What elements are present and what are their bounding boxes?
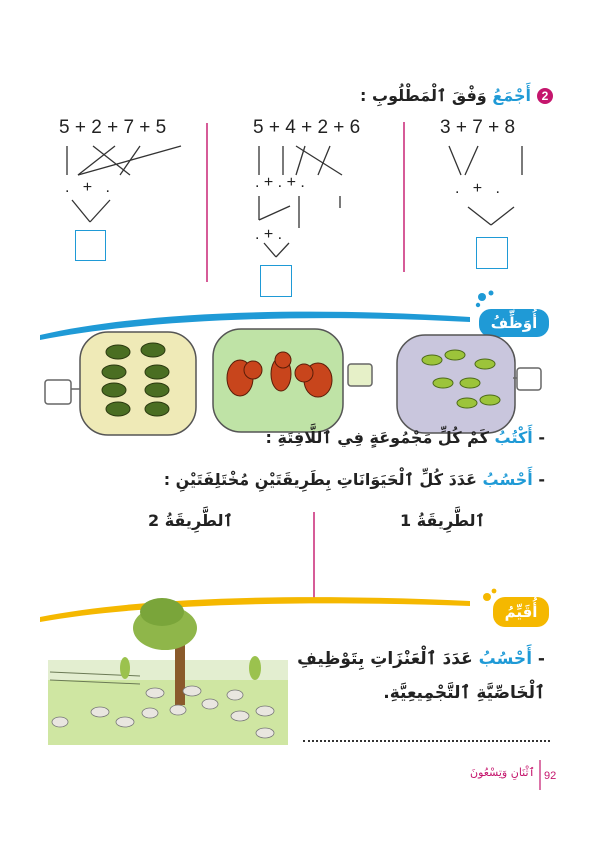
problem-dots-row: . + . + .	[255, 174, 305, 191]
evaluate-line-1-text: عَدَدَ ٱلْعَنْزَاتِ بِتَوْظِيفِ	[297, 649, 473, 669]
apply-line-2: - أَحْسُبُ عَدَدَ كُلِّ ٱلْحَيَوَانَاتِ بِطَرِيقَتَيْنِ مُخْتَلِفَتَيْنِ :	[163, 470, 545, 489]
section-title-evaluate: أُقَيِّمُ	[493, 597, 549, 627]
page-number: 92	[544, 770, 557, 782]
problem-dots-row: . + .	[455, 180, 500, 197]
exercise-number-badge: 2	[537, 88, 553, 104]
apply-line-1-text: كَمْ كُلِّ مَجْمُوعَةٍ فِي ٱللَّافِتَةِ :	[265, 428, 489, 447]
instruction-rest: وَفْقَ ٱلْمَطْلُوبِ :	[360, 86, 487, 105]
apply-verb-write: أَكْتُبُ	[494, 428, 533, 447]
problem-expression: 3 + 7 + 8	[440, 117, 516, 138]
instruction-verb: أَجْمَعُ	[492, 86, 531, 105]
method-2-label: ٱلطَّرِيقَةُ 2	[148, 511, 233, 530]
problem-dots-row: . + .	[255, 226, 283, 243]
section-title-apply: أُوَظِّفُ	[479, 309, 549, 337]
problem-expression: 5 + 2 + 7 + 5	[59, 117, 167, 138]
apply-line-1: - أَكْتُبُ كَمْ كُلِّ مَجْمُوعَةٍ فِي ٱللَّافِتَةِ :	[265, 428, 545, 447]
evaluate-verb: أَحْسُبُ	[478, 649, 533, 669]
problem-expression: 5 + 4 + 2 + 6	[253, 117, 361, 138]
evaluate-line-2: ٱلْخَاصِّيَّةِ ٱلتَّجْمِيعِيَّةِ.	[383, 683, 545, 703]
method-1-label: ٱلطَّرِيقَةُ 1	[400, 511, 485, 530]
page-number-words: ٱثْنَانِ وَتِسْعُونَ	[469, 766, 535, 779]
apply-line-2-text: عَدَدَ كُلِّ ٱلْحَيَوَانَاتِ بِطَرِيقَتَيْنِ مُخْتَلِفَتَيْنِ :	[163, 470, 477, 489]
apply-verb-count: أَحْسُبُ	[482, 470, 533, 489]
evaluate-line-1: - أَحْسُبُ عَدَدَ ٱلْعَنْزَاتِ بِتَوْظِيفِ	[297, 649, 545, 669]
problem-dots-row: . + .	[65, 179, 110, 196]
